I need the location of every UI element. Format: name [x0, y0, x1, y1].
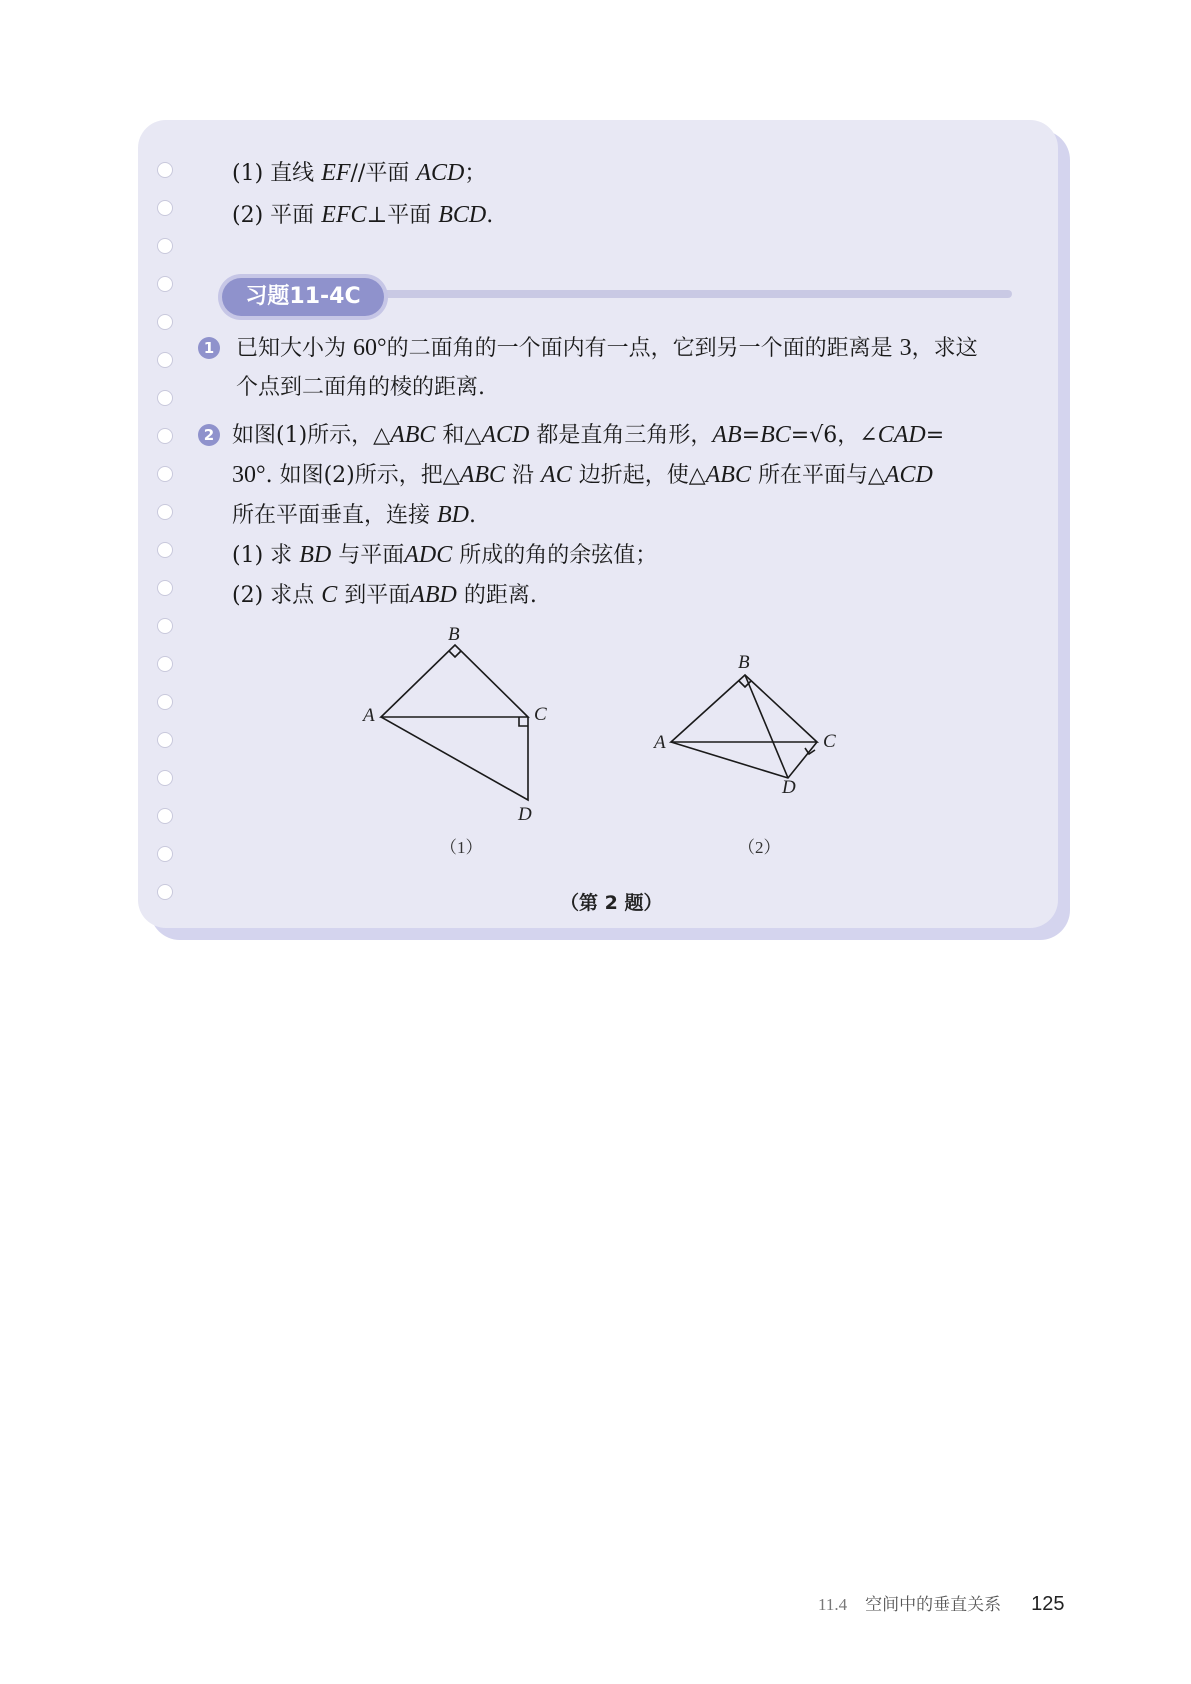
part-label: (1)	[232, 543, 264, 568]
right-angle-mark-b	[449, 651, 461, 657]
text: 的距离.	[463, 583, 537, 608]
math-text: ADC	[404, 542, 453, 568]
math-text: ABD	[410, 582, 457, 608]
segment-bd	[745, 675, 788, 778]
text: =√6，∠	[790, 423, 878, 448]
math-text: AC	[541, 462, 572, 488]
number: 30°	[232, 462, 266, 488]
text: 如图(1)所示，△	[232, 423, 391, 448]
text: 平面	[270, 203, 315, 228]
math-text: ACD	[481, 422, 530, 448]
text: 已知大小为	[236, 336, 347, 361]
text: 都是直角三角形，	[536, 423, 713, 448]
footer-section-title: 空间中的垂直关系	[865, 1595, 1002, 1615]
math-text: ABC	[705, 462, 751, 488]
text: 所成的角的余弦值；	[459, 543, 658, 568]
text: 与平面	[338, 543, 405, 568]
text: 到平面	[344, 583, 411, 608]
math-text: ACD	[416, 160, 465, 186]
figure-1	[381, 645, 528, 800]
text: . 如图(2)所示，把△	[265, 463, 460, 488]
page-footer	[818, 1590, 1065, 1616]
fig1-label-b: B	[448, 624, 460, 645]
footer-section-number: 11.4	[818, 1595, 848, 1614]
number: 3	[899, 335, 912, 361]
triangle-acd-sides	[671, 742, 817, 778]
math-text: BD	[299, 542, 332, 568]
math-text: EFC	[321, 202, 367, 228]
text: ⊥平面	[366, 203, 432, 228]
number: 60°	[353, 335, 387, 361]
text: 所在平面垂直，连接	[232, 503, 431, 528]
fig2-caption: （2）	[738, 838, 781, 857]
math-text: CAD	[877, 422, 926, 448]
problem-number-badge: 1	[198, 337, 220, 359]
right-angle-mark-c	[519, 717, 528, 726]
part-label: (1)	[232, 161, 264, 186]
fig1-caption: （1）	[440, 838, 483, 857]
fig1-label-a: A	[363, 705, 375, 726]
text: 求	[270, 543, 293, 568]
text: .	[469, 503, 477, 528]
math-text: AB	[712, 422, 742, 448]
math-text: ABC	[390, 422, 436, 448]
text: =	[741, 423, 761, 448]
figure-2	[671, 675, 817, 778]
page-number: 125	[1031, 1593, 1065, 1615]
part-label: (2)	[232, 203, 264, 228]
problem-number-badge: 2	[198, 424, 220, 446]
text: ；	[464, 161, 487, 186]
text: 沿	[512, 463, 535, 488]
problem-figure-caption: （第 2 题）	[560, 892, 663, 914]
math-text: EF	[321, 160, 351, 186]
fig1-label-c: C	[534, 704, 547, 725]
math-text: ACD	[884, 462, 933, 488]
math-text: BCD	[438, 202, 487, 228]
fig2-label-d: D	[782, 777, 796, 798]
math-text: C	[321, 582, 338, 608]
text: 边折起，使△	[578, 463, 706, 488]
math-text: BC	[760, 422, 791, 448]
math-text: BD	[437, 502, 470, 528]
fig2-label-b: B	[738, 652, 750, 673]
text: ，求这	[911, 336, 978, 361]
text: 和△	[442, 423, 482, 448]
text: .	[486, 203, 494, 228]
text: 的二面角的一个面内有一点，它到另一个面的距离是	[386, 336, 893, 361]
triangle-acd-sides	[381, 717, 528, 800]
section-tag: 习题11-4C	[222, 278, 384, 316]
problem1-line2: 个点到二面角的棱的距离.	[236, 375, 485, 400]
text: =	[925, 423, 945, 448]
part-label: (2)	[232, 583, 264, 608]
fig2-label-c: C	[823, 731, 836, 752]
text: 所在平面与△	[757, 463, 885, 488]
text: 直线	[270, 161, 315, 186]
fig2-label-a: A	[654, 732, 666, 753]
text: 求点	[270, 583, 315, 608]
math-text: ABC	[459, 462, 506, 488]
fig1-label-d: D	[518, 804, 532, 825]
text: //平面	[350, 161, 410, 186]
